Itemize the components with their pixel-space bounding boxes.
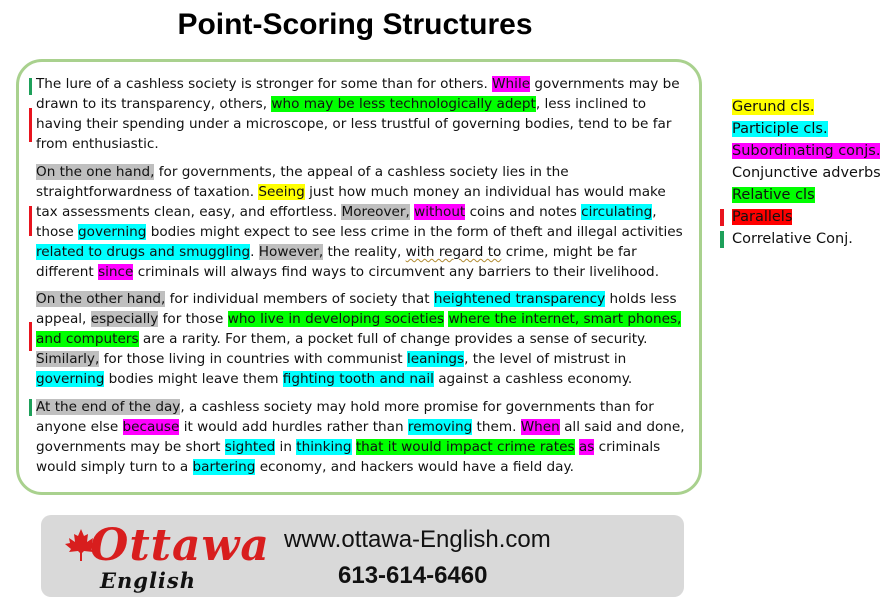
red-bar-icon <box>720 209 724 226</box>
relative-clause: who may be less technologically adept <box>271 96 536 112</box>
participle-clause: removing <box>407 419 473 435</box>
parallels-marker <box>29 206 32 236</box>
participle-clause: thinking <box>296 439 352 455</box>
participle-clause: governing <box>78 224 147 240</box>
page-title: Point-Scoring Structures <box>177 8 533 41</box>
logo-ottawa-text: Ottawa <box>90 520 270 571</box>
legend <box>732 96 881 250</box>
subordinating-conj: When <box>520 419 560 435</box>
legend-gerund: Gerund cls. <box>732 99 815 115</box>
relative-clause: who live in developing societies <box>227 311 445 327</box>
conjunctive-adverb: Moreover, <box>341 204 410 220</box>
legend-participle: Participle cls. <box>732 121 828 137</box>
subordinating-conj: as <box>578 439 595 455</box>
participle-clause: bartering <box>192 459 256 475</box>
paragraph-2: On the one hand, for governments, the appeal of a cashless society lies in the straightforwardness of taxation. Seeing just how much money an individual has would make tax assessments clean, easy, and effortless. Moreover, without coins and notes circulating, those governing bodies might expect to see less crime in the form of theft and illegal activities related to drugs and smuggling. However, the reality, with regard to crime, might be far different since criminals will always find ways to circumvent any barriers to their livelihood. <box>36 164 683 280</box>
conjunctive-adverb: especially <box>90 311 159 327</box>
conjunctive-adverb: At the end of the day <box>36 399 181 415</box>
green-bar-icon <box>720 231 724 248</box>
legend-relative: Relative cls <box>732 187 815 203</box>
correlative-marker <box>29 399 32 416</box>
participle-clause: heightened transparency <box>433 291 606 307</box>
participle-clause: leanings <box>406 351 465 367</box>
participle-clause: circulating <box>581 204 653 220</box>
paragraph-3: On the other hand, for individual members of society that heightened transparency holds less appeal, especially for those who live in developing societies where the internet, smart phones, and computers are a rarity. For them, a pocket full of change provides a sense of security. Similarly, for those living in countries with communist leanings, the level of mistrust in governing bodies might leave them fighting tooth and nail against a cashless economy. <box>36 291 682 387</box>
relative-clause: that it would impact crime rates <box>355 439 575 455</box>
legend-subordinating: Subordinating conjs. <box>732 143 881 159</box>
gerund-clause: Seeing <box>258 184 305 200</box>
subordinating-conj: since <box>98 264 134 280</box>
parallels-marker <box>29 108 32 142</box>
correlative-marker <box>29 78 32 95</box>
conjunctive-adverb: Similarly, <box>36 351 100 367</box>
legend-correlative: Correlative Conj. <box>732 228 881 250</box>
paragraph-1: The lure of a cashless society is stronger for some than for others. While governments may be drawn to its transparency, others, who may be less technologically adept, less inclined to having their spending under a microscope, or less trustful of governing bodies, tend to be far from enthusiastic. <box>36 76 680 152</box>
participle-clause: fighting tooth and nail <box>282 371 434 387</box>
relative-clause: where the internet, smart phones, and computers <box>36 311 682 347</box>
subordinating-conj: without <box>414 204 466 220</box>
logo-english-text: English <box>100 568 197 593</box>
participle-clause: related to drugs and smuggling <box>36 244 251 260</box>
website-link[interactable]: www.ottawa-English.com <box>284 526 551 553</box>
phone-number: 613-614-6460 <box>338 562 488 589</box>
conjunctive-adverb: On the other hand, <box>36 291 166 307</box>
conjunctive-adverb: However, <box>258 244 324 260</box>
legend-parallels: Parallels <box>732 206 881 228</box>
paragraph-4: At the end of the day, a cashless society may hold more promise for governments than for anyone else because it would add hurdles rather than removing them. When all said and done, governments may be short sighted in thinking that it would impact crime rates as criminals would simply turn to a bartering economy, and hackers would have a field day. <box>36 399 685 475</box>
legend-conjunctive: Conjunctive adverbs <box>732 165 881 181</box>
grammar-underline: with regard to <box>405 244 502 260</box>
ottawa-english-logo <box>64 520 274 596</box>
participle-clause: governing <box>36 371 105 387</box>
conjunctive-adverb: On the one hand, <box>36 164 155 180</box>
parallels-marker <box>29 322 32 351</box>
participle-clause: sighted <box>224 439 276 455</box>
subordinating-conj: While <box>492 76 531 92</box>
subordinating-conj: because <box>122 419 180 435</box>
